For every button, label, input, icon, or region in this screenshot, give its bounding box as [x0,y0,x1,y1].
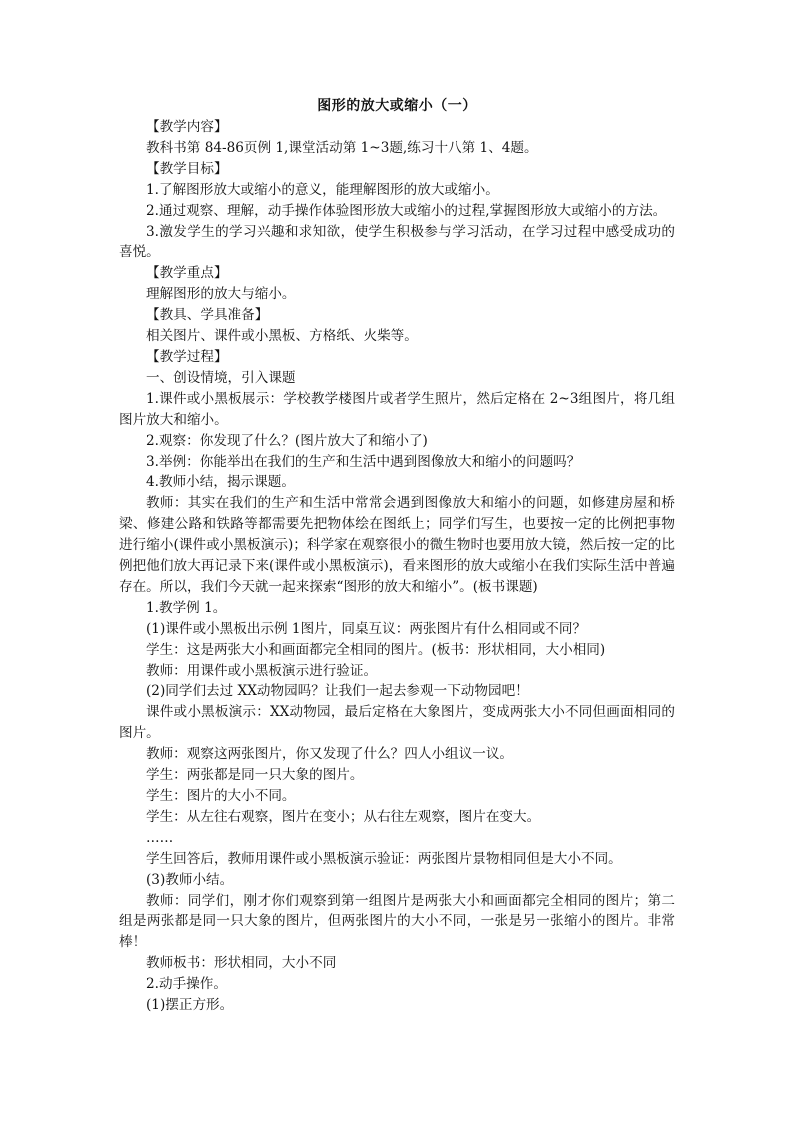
document-title: 图形的放大或缩小（一） [317,98,477,114]
paragraph: 学生回答后，教师用课件或小黑板演示验证：两张图片景物相同但是大小不同。 [146,850,622,867]
paragraph: (1)摆正方形。 [146,997,234,1014]
section-heading-content: 【教学内容】 [146,119,228,135]
paragraph: 1.教学例 1。 [146,599,227,616]
paragraph: 学生：图片的大小不同。 [146,788,296,804]
paragraph: 教师：同学们，刚才你们观察到第一组图片是两张大小和画面都完全相同的图片；第二组是两张都是同一只大象的图片，但两张图片的大小不同，一张是另一张缩小的图片。非常棒！ [119,892,675,951]
paragraph: (2)同学们去过 XX动物园吗？让我们一起去参观一下动物园吧！ [146,683,529,700]
paragraph: 2.动手操作。 [146,976,227,993]
document-body [119,117,675,1016]
paragraph: 4.教师小结，揭示课题。 [146,474,295,491]
paragraph: 教师：用课件或小黑板演示进行验证。 [146,662,378,679]
paragraph: 一、创设情境，引入课题 [146,369,296,386]
paragraph: 3.举例：你能举出在我们的生产和生活中遇到图像放大和缩小的问题吗？ [146,453,581,470]
paragraph: (1)课件或小黑板出示例 1图片，同桌互议：两张图片有什么相同或不同？ [146,620,587,637]
paragraph: 教师：其实在我们的生产和生活中常常会遇到图像放大和缩小的问题，如修建房屋和桥梁、修建公路和铁路等都需要先把物体绘在图纸上；同学们写生，也要按一定的比例把事物进行缩小(课件或小黑板演示)；科学家在观察很小的微生物时也要用放大镜，然后按一定的比例把他们放大再记录下来(课件或小黑板演示)，看来图形的放大或缩小在我们实际生活中普遍存在。所以，我们今天就一起来探索“图形的放大和缩小”。(板书课题) [119,495,675,595]
paragraph: 学生：两张都是同一只大象的图片。 [146,767,364,784]
section-heading-focus: 【教学重点】 [146,265,228,282]
section-heading-materials: 【教具、学具准备】 [146,307,269,324]
paragraph: 2.通过观察、理解，动手操作体验图形放大或缩小的过程,掌握图形放大或缩小的方法。 [146,202,667,219]
paragraph: (3)教师小结。 [146,871,234,888]
paragraph: 教师：观察这两张图片，你又发现了什么？四人小组议一议。 [146,746,514,763]
section-heading-process: 【教学过程】 [146,348,228,365]
paragraph: 3.激发学生的学习兴趣和求知欲，使学生积极参与学习活动，在学习过程中感受成功的喜悦。 [119,223,675,261]
paragraph: …… [146,829,174,846]
paragraph: 理解图形的放大与缩小。 [146,286,296,303]
paragraph: 1.课件或小黑板展示：学校教学楼图片或者学生照片，然后定格在 2~3组图片，将几组图片放大和缩小。 [119,390,675,428]
paragraph: 1.了解图形放大或缩小的意义，能理解图形的放大或缩小。 [146,181,499,198]
paragraph: 教科书第 84-86页例 1,课堂活动第 1~3题,练习十八第 1、4题。 [146,139,538,156]
section-heading-goals: 【教学目标】 [146,160,228,177]
paragraph: 2.观察：你发现了什么？(图片放大了和缩小了) [146,432,428,449]
paragraph: 课件或小黑板演示：XX动物园，最后定格在大象图片，变成两张大小不同但画面相同的图片。 [119,704,675,742]
paragraph: 学生：这是两张大小和画面都完全相同的图片。(板书：形状相同，大小相同) [146,641,606,658]
paragraph: 学生：从左往右观察，图片在变小；从右往左观察，图片在变大。 [146,808,541,825]
paragraph: 教师板书：形状相同，大小不同 [146,955,337,972]
paragraph: 相关图片、课件或小黑板、方格纸、火柴等。 [146,328,418,345]
